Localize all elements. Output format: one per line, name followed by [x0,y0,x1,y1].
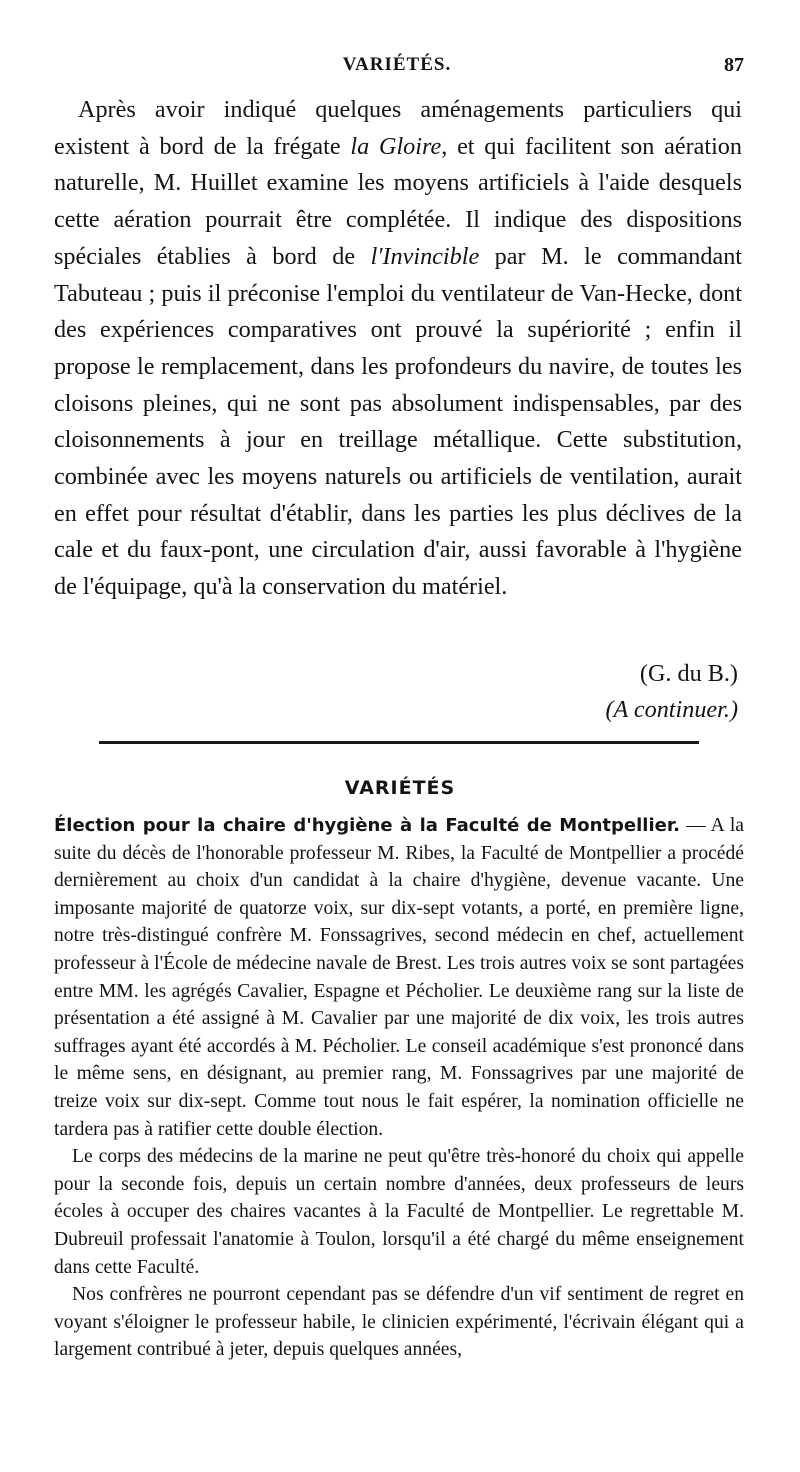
varietes-section [54,812,744,1364]
varietes-paragraph: Nos confrères ne pourront cependant pas se défendre d'un vif sentiment de regret en voyant s'éloigner le professeur habile, le clinicien expérimenté, l'écrivain élégant qui a largement contribué à jeter, depuis quelques années, [54,1284,744,1361]
text-run: , et qui facilitent son aération naturelle, M. Huillet examine les moyens artificiels à l'aide desquels cette aération pourrait être complétée. Il indique des dispositions spéciales établies à bord de [54,132,742,270]
ship-name-invincible: l'Invincible [370,242,480,270]
running-head: VARIÉTÉS. [342,54,452,75]
page-header [50,54,744,84]
article-signature-block [605,656,738,728]
author-signature: (G. du B.) [639,660,738,687]
section-divider [99,741,699,744]
article-conclusion [54,92,742,606]
continuation-note: (A continuer.) [605,696,738,723]
item-heading: Élection pour la chaire d'hygiène à la Faculté de Montpellier. [54,815,680,836]
varietes-paragraph: Le corps des médecins de la marine ne peut qu'être très-honoré du choix qui appelle pour la seconde fois, depuis un certain nombre d'années, deux professeurs de leurs écoles à occuper des chaires vacantes à la Faculté de Montpellier. Le regrettable M. Dubreuil professait l'anatomie à Toulon, lorsqu'il a été chargé du même enseignement dans cette Faculté. [54,1146,744,1278]
text-run: Après avoir indiqué quelques aménagements particuliers qui existent à bord de la frégate [54,96,742,160]
article-paragraph [54,92,742,606]
page-number: 87 [724,54,744,76]
section-title: VARIÉTÉS [344,777,456,799]
ship-name-gloire: la Gloire [350,132,442,160]
varietes-paragraph [54,812,744,1143]
text-run: — A la suite du décès de l'honorable professeur M. Ribes, la Faculté de Montpellier a procédé dernièrement au choix d'un candidat à la chaire d'hygiène, devenue vacante. Une imposante majorité de quatorze voix, sur dix-sept votants, a porté, en première ligne, notre très-distingué confrère M. Fonssagrives, second médecin en chef, actuellement professeur à l'École de médecine navale de Brest. Les trois autres voix se sont partagées entre MM. les agrégés Cavalier, Espagne et Pécholier. Le deuxième rang sur la liste de présentation a été assigné à M. Cavalier par une majorité de dix voix, les trois autres suffrages ayant été accordés à M. Pécholier. Le conseil académique s'est prononcé dans le même sens, en désignant, au premier rang, M. Fonssagrives par une majorité de treize voix sur dix-sept. Comme tout nous le fait espérer, la nomination officielle ne tardera pas à ratifier cette double élection. [54,815,744,1140]
text-run: par M. le commandant Tabuteau ; puis il préconise l'emploi du ventilateur de Van-Hecke, dont des expériences comparatives ont prouvé la supériorité ; enfin il propose le remplacement, dans les profondeurs du navire, de toutes les cloisons pleines, qui ne sont pas absolument indispensables, par des cloisonnements à jour en treillage métallique. Cette substitution, combinée avec les moyens naturels ou artificiels de ventilation, aurait en effet pour résultat d'établir, dans les parties les plus déclives de la cale et du faux-pont, une circulation d'air, aussi favorable à l'hygiène de l'équipage, qu'à la conservation du matériel. [54,242,743,601]
